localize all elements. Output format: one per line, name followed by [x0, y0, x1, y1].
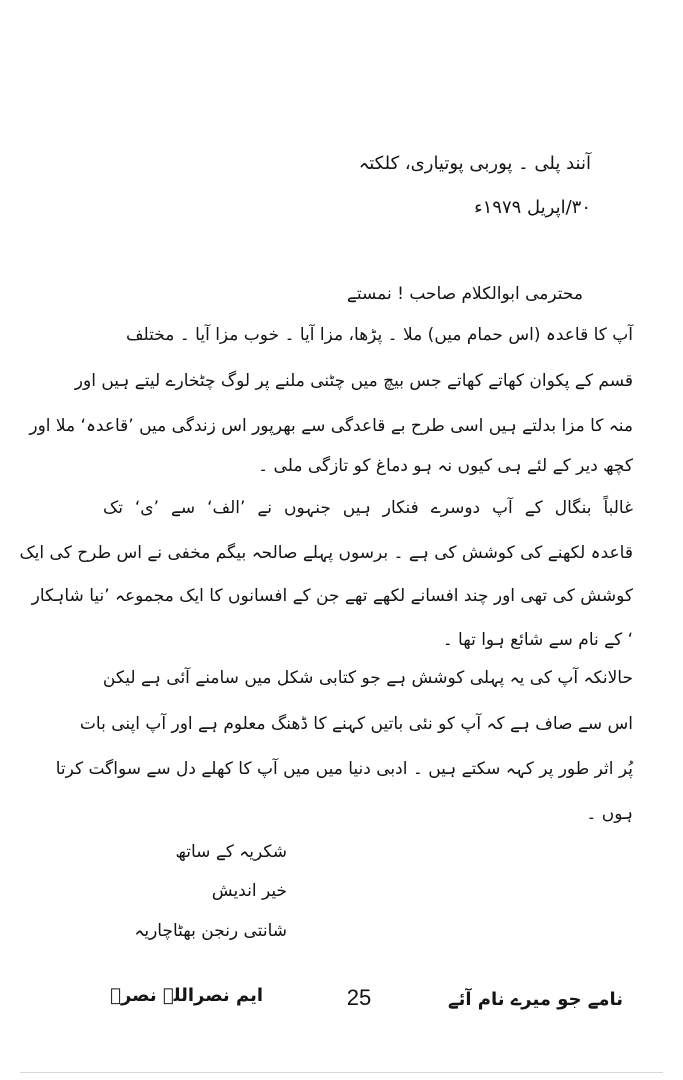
paragraph-1-line-2: قسم کے پکوان کھاتے کھاتے جس بیچ میں چٹنی ملنے پر لوگ چٹخارے لیتے ہیں اور [74, 371, 633, 391]
salutation: محترمی ابوالکلام صاحب ! نمستے [346, 284, 583, 304]
paragraph-2-line-2: قاعدہ لکھنے کی کوشش کی ہے ۔ برسوں پہلے صالحہ بیگم مخفی نے اس طرح کی ایک [19, 543, 633, 563]
paragraph-3-line-4: ہوں ۔ [586, 804, 633, 824]
paragraph-2-line-4: ‘ کے نام سے شائع ہوا تھا ۔ [442, 630, 633, 650]
paragraph-3-line-3: پُر اثر طور پر کہہ سکتے ہیں ۔ ادبی دنیا میں میں آپ کا کھلے دل سے سواگت کرتا [55, 759, 633, 779]
footer-author: ایم نصراللہ نصرؔ [110, 985, 263, 1006]
paragraph-1-line-3: منہ کا مزا بدلتے ہیں اسی طرح بے قاعدگی سے بھرپور اس زندگی میں ’قاعدہ‘ ملا اور [29, 416, 633, 436]
signature: شانتی رنجن بھٹاچاریہ [134, 921, 287, 941]
paragraph-1-line-1: آپ کا قاعدہ (اس حمام میں) ملا ۔ پڑھا، مزا آیا ۔ خوب مزا آیا ۔ مختلف [125, 325, 633, 345]
paragraph-3-line-2: اس سے صاف ہے کہ آپ کو نئی باتیں کہنے کا ڈھنگ معلوم ہے اور آپ اپنی بات [79, 714, 633, 734]
closing: شکریہ کے ساتھ [175, 842, 287, 862]
paragraph-2-line-1: غالباً بنگال کے آپ دوسرے فنکار ہیں جنہوں نے ’الف‘ سے ’ی‘ تک [103, 498, 633, 518]
bottom-edge [20, 1072, 663, 1073]
paragraph-3-line-1: حالانکہ آپ کی یہ پہلی کوشش ہے جو کتابی شکل میں سامنے آئی ہے لیکن [102, 668, 633, 688]
page-number: 25 [346, 985, 372, 1010]
footer-book-title: نامے جو میرے نام آئے [448, 989, 623, 1010]
sign-off: خیر اندیش [211, 881, 287, 901]
paragraph-2-line-3: کوشش کی تھی اور چند افسانے لکھے تھے جن کے افسانوں کا ایک مجموعہ ’نیا شاہکار [31, 586, 633, 606]
paragraph-1-line-4: کچھ دیر کے لئے ہی کیوں نہ ہو دماغ کو تازگی ملی ۔ [258, 456, 633, 476]
sender-address: آنند پلی ۔ پوربی پوتیاری، کلکتہ [358, 153, 591, 174]
letter-date: ۳۰/اپریل ۱۹۷۹ء [474, 197, 591, 218]
